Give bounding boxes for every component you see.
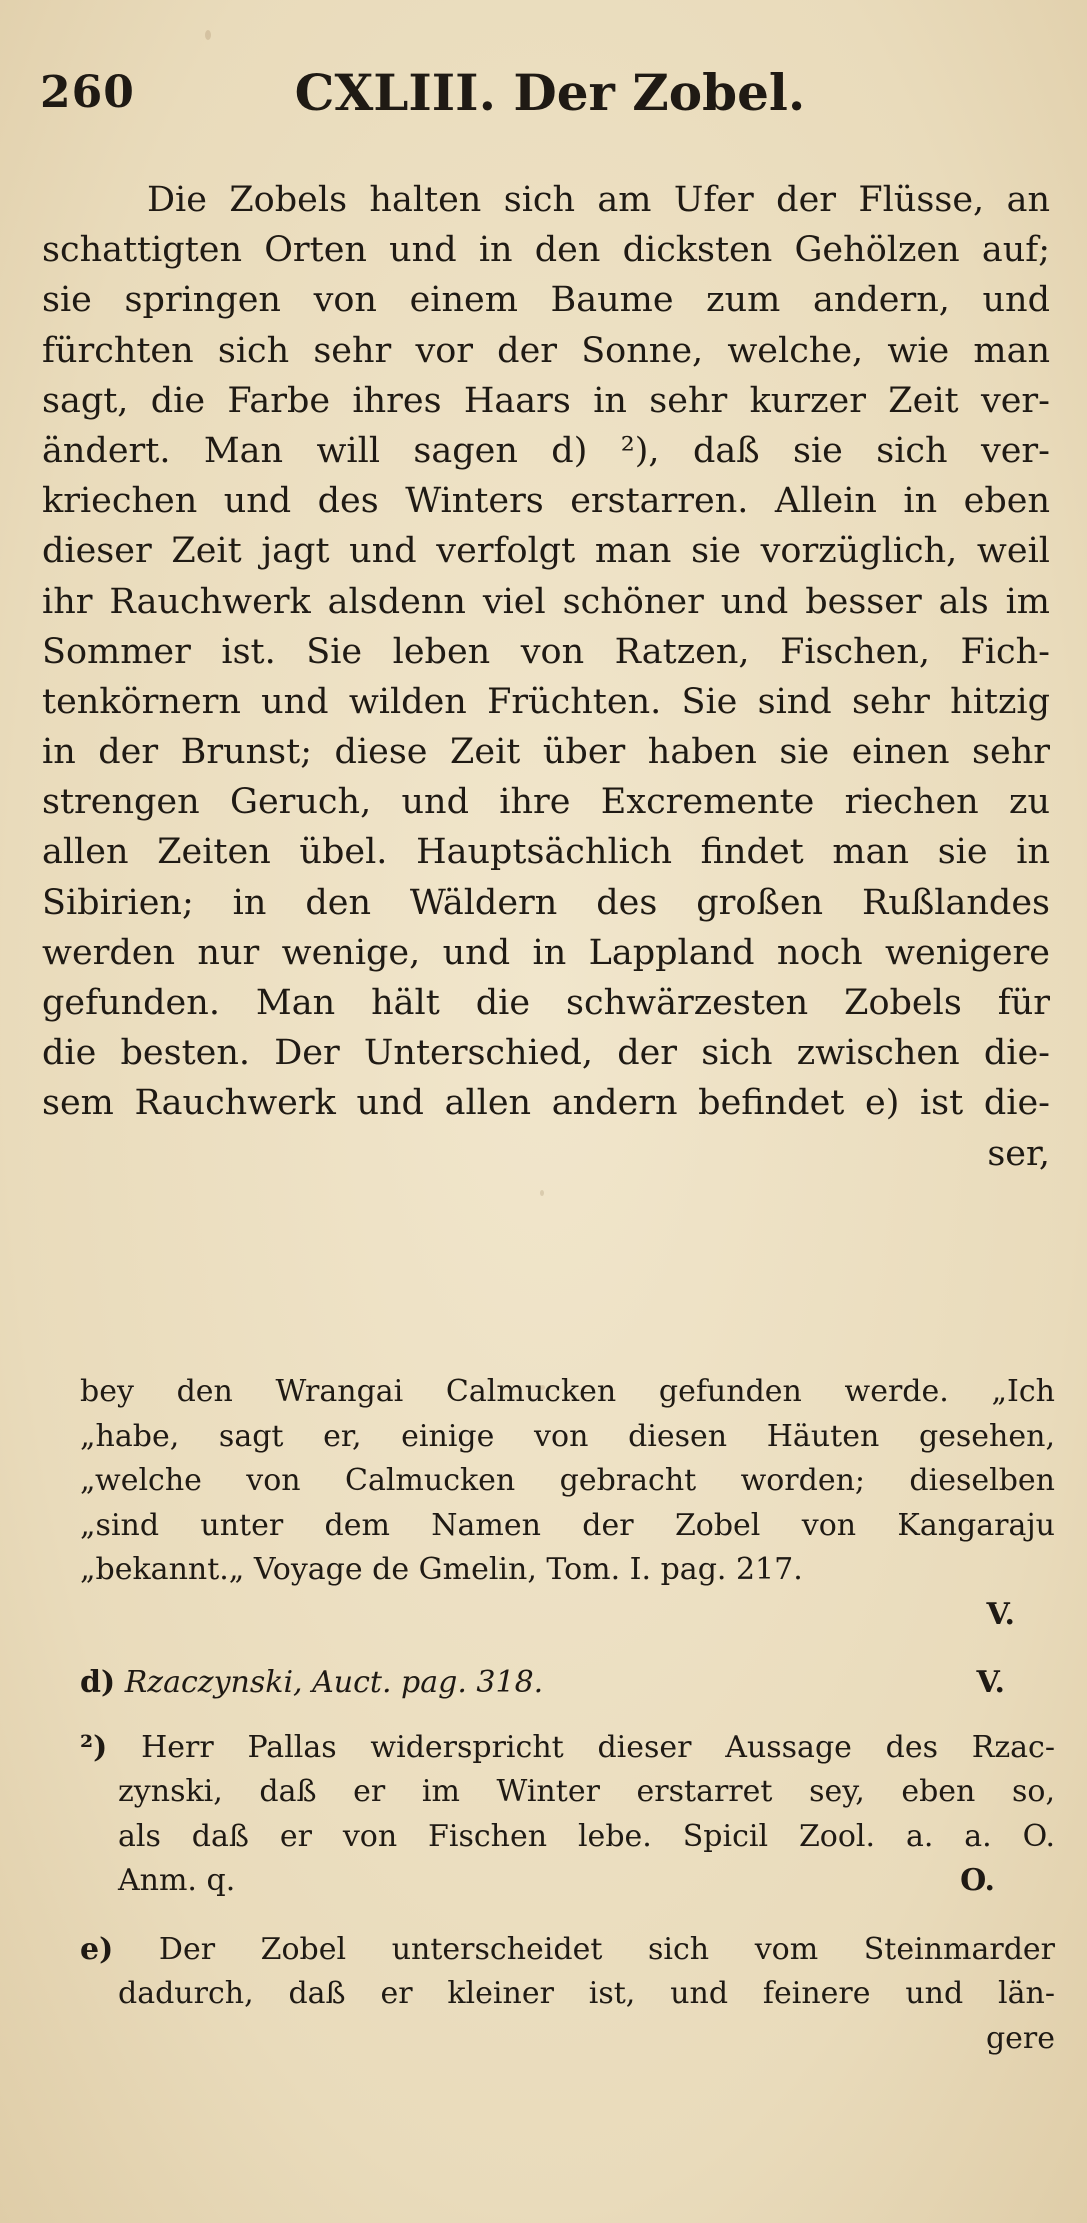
- footnote-line: als daß er von Fischen lebe. Spicil Zool. a. a. O.: [118, 1818, 1055, 1854]
- page-number: 260: [40, 67, 135, 118]
- text-line: ihr Rauchwerk alsdenn viel schöner und besser als im: [42, 581, 1050, 622]
- footnote-line: bey den Wrangai Calmucken gefunden werde. „Ich: [80, 1374, 1055, 1409]
- footnote-line: dadurch, daß er kleiner ist, und feinere und län-: [118, 1976, 1055, 2011]
- text-line: tenkörnern und wilden Früchten. Sie sind sehr hitzig: [42, 681, 1050, 722]
- footnote-signature: V.: [976, 1665, 1005, 1700]
- footnotes: [80, 1370, 1055, 2085]
- footnote-line: „bekannt.„ Voyage de Gmelin, Tom. I. pag. 217.: [80, 1552, 803, 1587]
- footnote-catchword: gere: [985, 2020, 1055, 2056]
- text-line: gefunden. Man hält die schwärzesten Zobels für: [42, 983, 1050, 1023]
- footnote-continued: [80, 1370, 1055, 1637]
- paper-stain: [540, 1190, 544, 1196]
- footnote-line: „welche von Calmucken gebracht worden; dieselben: [80, 1463, 1055, 1498]
- text-line: Sommer ist. Sie leben von Ratzen, Fischen, Fich-: [42, 631, 1050, 672]
- catchword: ser,: [987, 1133, 1050, 1174]
- text-line: sem Rauchwerk und allen andern befindet e) ist die-: [42, 1083, 1050, 1124]
- footnote-marker: ²): [80, 1729, 108, 1765]
- text-line: in der Brunst; diese Zeit über haben sie einen sehr: [42, 732, 1050, 773]
- page-header: [40, 55, 1050, 135]
- text-line: kriechen und des Winters erstarren. Allein in eben: [42, 481, 1050, 522]
- footnote-signature: V.: [986, 1596, 1015, 1632]
- footnote-line: [80, 1859, 1055, 1904]
- text-line: strengen Geruch, und ihre Excremente riechen zu: [42, 782, 1050, 823]
- footnote-signature: O.: [960, 1863, 995, 1898]
- main-text-body: [42, 175, 1050, 1179]
- paper-stain: [205, 30, 211, 40]
- text-line: dieser Zeit jagt und verfolgt man sie vorzüglich, weil: [42, 531, 1050, 572]
- footnote-line: [80, 1726, 1055, 1771]
- footnote-line: [80, 1661, 1055, 1706]
- text-line: Sibirien; in den Wäldern des großen Rußlandes: [42, 882, 1050, 923]
- text-line: werden nur wenige, und in Lappland noch wenigere: [42, 932, 1050, 973]
- footnote-marker: d): [80, 1665, 116, 1700]
- text-line: ändert. Man will sagen d) ²), daß sie sich ver-: [42, 430, 1050, 471]
- footnote-2: [80, 1726, 1055, 1904]
- text-line: fürchten sich sehr vor der Sonne, welche, wie man: [42, 330, 1050, 371]
- footnote-line: „sind unter dem Namen der Zobel von Kangaraju: [80, 1507, 1055, 1543]
- footnote-text: Anm. q.: [118, 1863, 236, 1898]
- text-line: Die Zobels halten sich am Ufer der Flüsse, an: [147, 180, 1050, 220]
- footnote-citation: Rzaczynski, Auct. pag. 318.: [124, 1665, 544, 1700]
- text-line: die besten. Der Unterschied, der sich zwischen die-: [42, 1033, 1050, 1074]
- footnote-text: Herr Pallas widerspricht dieser Aussage des Rzac-: [141, 1729, 1055, 1765]
- footnote-signature-row: [80, 1593, 1055, 1638]
- footnote-e: [80, 1928, 1055, 2062]
- footnote-marker: e): [80, 1931, 114, 1967]
- footnote-text: Der Zobel unterscheidet sich vom Steinmarder: [158, 1931, 1055, 1967]
- text-line: allen Zeiten übel. Hauptsächlich findet man sie in: [42, 832, 1050, 873]
- text-line: sagt, die Farbe ihres Haars in sehr kurzer Zeit ver-: [42, 380, 1050, 421]
- footnote-line: „habe, sagt er, einige von diesen Häuten gesehen,: [80, 1418, 1055, 1454]
- text-line: schattigten Orten und in den dicksten Gehölzen auf;: [42, 230, 1050, 271]
- footnote-line: zynski, daß er im Winter erstarret sey, eben so,: [118, 1774, 1055, 1809]
- text-line: sie springen von einem Baume zum andern, und: [42, 280, 1050, 321]
- chapter-title: CXLIII. Der Zobel.: [294, 63, 806, 122]
- footnote-line: [80, 1928, 1055, 1973]
- footnote-d: [80, 1661, 1055, 1706]
